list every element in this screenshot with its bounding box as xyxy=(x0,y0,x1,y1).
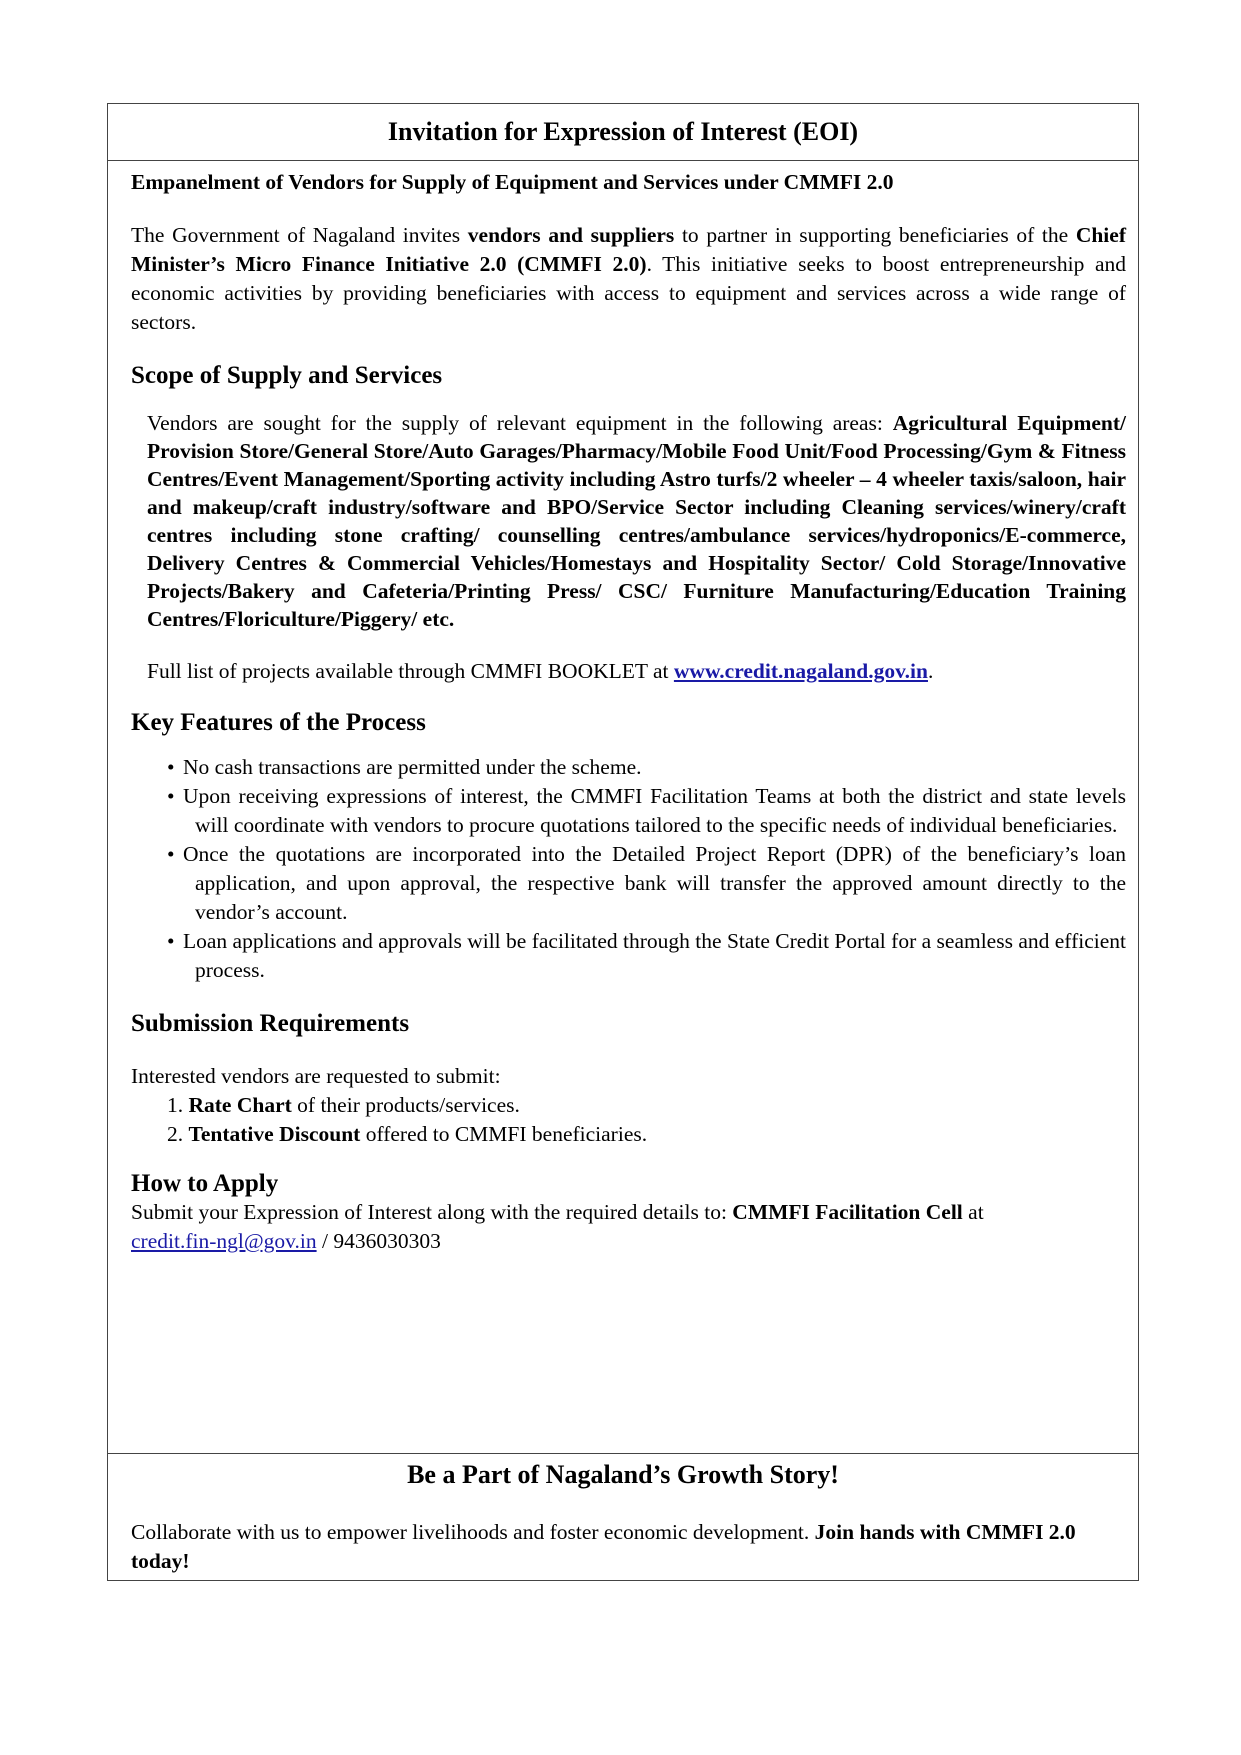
list-item xyxy=(131,1091,1126,1120)
scope-areas: Agricultural Equipment/ Provision Store/General Store/Auto Garages/Pharmacy/Mobile Food Unit/Food Processing/Gym & Fitness Centres/Event Management/Sporting activity including Astro turfs/2 wheeler – 4 wheeler taxis/saloon, hair and makeup/craft industry/software and BPO/Service Sector including Cleaning services/winery/craft centres including stone crafting/ counselling centres/ambulance services/hydroponics/E-commerce, Delivery Centres & Commercial Vehicles/Homestays and Hospitality Sector/ Cold Storage/Innovative Projects/Bakery and Cafeteria/Printing Press/ CSC/ Furniture Manufacturing/Education Training Centres/Floriculture/Piggery/ etc. xyxy=(147,411,1126,631)
list-item xyxy=(131,753,1126,782)
apply-text-1: Submit your Expression of Interest along with the required details to: xyxy=(131,1200,733,1224)
item-text: of their products/services. xyxy=(291,1093,520,1117)
list-item xyxy=(131,840,1126,927)
apply-phone: / 9436030303 xyxy=(316,1229,441,1253)
submission-heading: Submission Requirements xyxy=(131,1010,410,1037)
scope-lead: Vendors are sought for the supply of relevant equipment in the following areas: xyxy=(147,411,893,435)
apply-text-2: at xyxy=(962,1200,984,1224)
booklet-link[interactable]: www.credit.nagaland.gov.in xyxy=(673,659,928,683)
item-bold: Rate Chart xyxy=(188,1093,292,1117)
bullet-icon: • xyxy=(167,755,175,779)
feature-text: No cash transactions are permitted under the scheme. xyxy=(183,755,642,779)
full-list-end: . xyxy=(927,659,934,683)
intro-text-1: The Government of Nagaland invites xyxy=(131,223,468,247)
list-item xyxy=(131,782,1126,840)
bullet-icon: • xyxy=(167,929,175,953)
item-number: 2. xyxy=(167,1122,184,1146)
feature-text: Upon receiving expressions of interest, the CMMFI Facilitation Teams at both the district and state levels will coordinate with vendors to procure quotations tailored to the specific needs of individual beneficiaries. xyxy=(183,784,1126,837)
apply-heading: How to Apply xyxy=(131,1170,279,1197)
title-row xyxy=(108,104,1138,161)
page-title: Invitation for Expression of Interest (EOI) xyxy=(387,117,859,146)
eoi-main-box xyxy=(107,103,1139,1454)
scope-heading: Scope of Supply and Services xyxy=(131,362,443,389)
item-text: offered to CMMFI beneficiaries. xyxy=(360,1122,648,1146)
feature-text: Once the quotations are incorporated into the Detailed Project Report (DPR) of the beneficiary’s loan application, and upon approval, the respective bank will transfer the approved amount directly to the vendor’s account. xyxy=(183,842,1126,924)
main-content xyxy=(108,168,1138,1256)
intro-bold-initiative: Chief Minister’s Micro Finance Initiative 2.0 (CMMFI 2.0) xyxy=(131,223,1126,276)
email-link[interactable]: credit.fin-ngl@gov.in xyxy=(131,1229,317,1253)
features-list xyxy=(131,753,1126,985)
eoi-subtitle: Empanelment of Vendors for Supply of Equipment and Services under CMMFI 2.0 xyxy=(131,170,894,194)
list-item xyxy=(131,927,1126,985)
footer-paragraph xyxy=(131,1518,1126,1576)
intro-text-2: to partner in supporting beneficiaries of the xyxy=(674,223,1076,247)
footer-bold: Join hands with CMMFI 2.0 today! xyxy=(131,1520,1076,1573)
item-number: 1. xyxy=(167,1093,184,1117)
bullet-icon: • xyxy=(167,784,175,808)
submission-list xyxy=(131,1091,1126,1149)
full-list-text: Full list of projects available through CMMFI BOOKLET at xyxy=(147,659,674,683)
features-heading: Key Features of the Process xyxy=(131,709,426,736)
footer-title-row xyxy=(108,1454,1138,1490)
footer-text: Collaborate with us to empower livelihoods and foster economic development. xyxy=(131,1520,815,1544)
intro-text-3: . This initiative seeks to boost entrepreneurship and economic activities by providing beneficiaries with access to equipment and services across a wide range of sectors. xyxy=(131,252,1126,334)
scope-paragraph xyxy=(131,409,1126,633)
feature-text: Loan applications and approvals will be facilitated through the State Credit Portal for a seamless and efficient process. xyxy=(183,929,1126,982)
item-bold: Tentative Discount xyxy=(188,1122,361,1146)
apply-paragraph xyxy=(131,1198,1071,1256)
full-list-line xyxy=(131,657,1126,686)
footer-title: Be a Part of Nagaland’s Growth Story! xyxy=(407,1460,839,1489)
submission-intro: Interested vendors are requested to submit: xyxy=(131,1064,501,1088)
list-item xyxy=(131,1120,1126,1149)
eoi-footer-box xyxy=(107,1453,1139,1581)
intro-bold-vendors: vendors and suppliers xyxy=(467,223,675,247)
bullet-icon: • xyxy=(167,842,175,866)
footer-content xyxy=(108,1518,1138,1576)
apply-bold-cell: CMMFI Facilitation Cell xyxy=(732,1200,963,1224)
intro-paragraph xyxy=(131,221,1126,337)
